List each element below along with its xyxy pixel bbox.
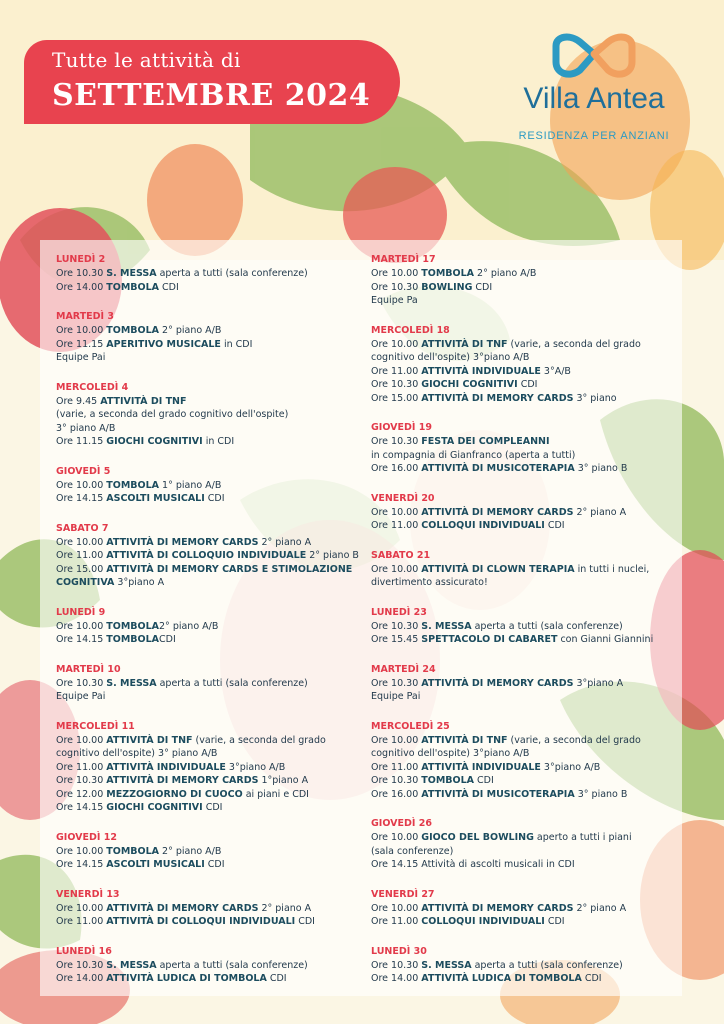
activity-text: Ore 10.00 xyxy=(371,734,422,746)
activity-line xyxy=(56,492,356,506)
activity-text: Ore 10.00 xyxy=(56,620,107,632)
activity-line xyxy=(56,915,356,929)
activity-name: FESTA DEI COMPLEANNI xyxy=(421,436,550,447)
activity-text: CDI xyxy=(517,379,538,390)
activity-line xyxy=(56,351,356,365)
activity-name: TOMBOLA xyxy=(106,281,159,293)
activity-line xyxy=(371,972,671,986)
activity-text: in CDI xyxy=(202,436,235,447)
activity-text: CDI xyxy=(581,973,602,984)
day-title: MARTEDÌ 24 xyxy=(371,663,436,675)
activity-line xyxy=(56,479,356,493)
activity-text: in compagnia di Gianfranco (aperta a tutti) xyxy=(371,449,576,461)
activity-text: Ore 10.00 xyxy=(371,338,422,350)
activity-name: ATTIVITÀ DI TNF xyxy=(100,395,187,407)
activity-line xyxy=(371,690,671,704)
activity-text: Ore 14.00 xyxy=(56,281,107,293)
activity-text: Ore 10.00 xyxy=(56,734,107,746)
activity-text: Ore 11.00 xyxy=(56,916,107,927)
day-title: VENERDÌ 20 xyxy=(371,492,435,504)
activity-text: aperta a tutti (sala conferenze) xyxy=(471,959,623,971)
activity-line xyxy=(371,294,671,308)
day-entry xyxy=(371,606,671,647)
activity-text: aperto a tutti i piani xyxy=(533,832,632,843)
activity-text: cognitivo dell'ospite) 3°piano A/B xyxy=(371,352,530,363)
activity-name: ATTIVITÀ DI TNF xyxy=(421,734,508,746)
villa-antea-logo xyxy=(496,32,692,150)
activity-text: Ore 10.30 xyxy=(371,677,422,689)
activity-text: Ore 12.00 xyxy=(56,788,107,800)
activity-text: Ore 14.00 xyxy=(371,973,422,984)
day-entry xyxy=(56,381,356,449)
activity-line xyxy=(371,788,671,802)
activity-text: Ore 14.15 xyxy=(56,802,107,813)
activity-name: ATTIVITÀ INDIVIDUALE xyxy=(421,365,541,377)
activity-name: ASCOLTI MUSICALI xyxy=(106,493,205,504)
activity-text: CDI xyxy=(544,520,565,531)
activity-name: S. MESSA xyxy=(106,268,157,279)
day-entry xyxy=(56,522,359,590)
activity-text: Ore 10.30 xyxy=(371,959,422,971)
day-entry xyxy=(371,720,671,802)
day-entry xyxy=(371,421,671,476)
activity-text: Ore 10.00 xyxy=(371,902,422,914)
activity-text: CDI xyxy=(204,493,225,504)
activity-text: CDI xyxy=(544,916,565,927)
activity-text: Ore 10.30 xyxy=(371,379,422,390)
activity-text: cognitivo dell'ospite) 3°piano A/B xyxy=(371,748,530,759)
activity-name: ATTIVITÀ DI MEMORY CARDS xyxy=(421,902,574,914)
activity-name: ATTIVITÀ DI MEMORY CARDS xyxy=(106,536,259,548)
activity-line xyxy=(371,351,671,365)
day-title: LUNEDÌ 23 xyxy=(371,606,427,618)
activity-text: Ore 15.00 xyxy=(371,392,422,404)
activity-text: 2° piano A/B xyxy=(159,620,219,632)
activity-text: Ore 10.00 xyxy=(56,325,107,336)
day-title: GIOVEDÌ 12 xyxy=(56,831,117,843)
logo-tagline: RESIDENZA PER ANZIANI xyxy=(518,130,670,142)
activity-line xyxy=(56,902,356,916)
schedule-column-left xyxy=(56,253,359,1002)
day-entry xyxy=(56,831,356,872)
activity-text: 2° piano A/B xyxy=(159,845,222,857)
activity-text: (varie, a seconda del grado xyxy=(507,734,641,746)
activity-text: 3° piano xyxy=(573,392,617,404)
day-title: MARTEDÌ 17 xyxy=(371,254,436,265)
day-entry xyxy=(56,888,356,929)
activity-text: 1° piano A/B xyxy=(159,479,222,491)
activity-line xyxy=(371,633,671,647)
activity-line xyxy=(56,788,356,802)
day-title: MERCOLEDÌ 25 xyxy=(371,720,450,732)
activity-name: ATTIVITÀ DI MUSICOTERAPIA xyxy=(421,463,575,474)
activity-text: Ore 10.30 xyxy=(371,281,422,293)
activity-name: TOMBOLA xyxy=(421,775,474,786)
activity-line xyxy=(56,267,356,281)
activity-line xyxy=(371,902,671,916)
activity-line xyxy=(56,845,356,859)
activity-name: S. MESSA xyxy=(421,959,472,971)
activity-text: aperta a tutti (sala conferenze) xyxy=(471,620,623,632)
activity-name: S. MESSA xyxy=(106,959,157,971)
day-entry xyxy=(371,945,671,986)
activity-text: Ore 14.15 xyxy=(56,634,107,645)
activity-line xyxy=(371,338,671,352)
activity-name: TOMBOLA xyxy=(106,479,159,491)
activity-name: ATTIVITÀ DI MEMORY CARDS xyxy=(421,392,574,404)
activity-text: Ore 14.15 Attività di ascolti musicali in CDI xyxy=(371,859,575,870)
activity-line xyxy=(56,972,356,986)
activity-name: ATTIVITÀ DI MEMORY CARDS E STIMOLAZIONE xyxy=(106,563,353,575)
activity-name: TOMBOLA xyxy=(106,845,159,857)
activity-line xyxy=(56,633,356,647)
activity-text: Ore 11.00 xyxy=(371,916,422,927)
activity-text: Ore 10.30 xyxy=(56,677,107,689)
activity-line xyxy=(371,761,671,775)
activity-text: 3° piano B xyxy=(574,463,628,474)
activity-text: 2° piano A xyxy=(258,902,312,914)
day-entry xyxy=(56,606,356,647)
activity-text: 3°piano A/B xyxy=(225,761,286,773)
activity-line xyxy=(56,761,356,775)
activity-line xyxy=(56,747,356,761)
activity-line xyxy=(371,449,671,463)
activity-name: ATTIVITÀ DI MUSICOTERAPIA xyxy=(421,788,575,800)
activity-line xyxy=(56,620,356,634)
day-entry xyxy=(371,549,671,590)
activity-line xyxy=(56,677,356,691)
activity-line xyxy=(56,549,359,563)
day-title: SABATO 21 xyxy=(371,549,431,561)
activity-line xyxy=(371,506,671,520)
activity-name: MEZZOGIORNO DI CUOCO xyxy=(106,788,243,800)
activity-text: Ore 15.00 xyxy=(56,563,107,575)
activity-text: Ore 10.00 xyxy=(371,563,422,575)
activity-name: TOMBOLA xyxy=(106,634,159,645)
activity-line xyxy=(371,734,671,748)
day-title: VENERDÌ 27 xyxy=(371,888,435,900)
activity-text: Ore 10.00 xyxy=(56,479,107,491)
header-title: SETTEMBRE 2024 xyxy=(52,78,371,113)
activity-text: Ore 16.00 xyxy=(371,463,422,474)
activity-text: Ore 10.00 xyxy=(56,845,107,857)
day-entry xyxy=(371,253,671,308)
activity-name: COGNITIVA xyxy=(56,577,115,588)
header-subtitle: Tutte le attività di xyxy=(52,48,241,72)
activity-line xyxy=(56,536,356,550)
activity-text: Ore 9.45 xyxy=(56,395,101,407)
activity-text: 2° piano B xyxy=(306,550,359,561)
activity-text: Ore 11.00 xyxy=(371,761,422,773)
activity-text: 1°piano A xyxy=(258,775,309,786)
activity-text: CDI xyxy=(159,634,176,645)
activity-line xyxy=(56,563,356,577)
activity-name: COLLOQUI INDIVIDUALI xyxy=(421,520,545,531)
activity-text: Ore 16.00 xyxy=(371,788,422,800)
activity-text: aperta a tutti (sala conferenze) xyxy=(156,677,308,689)
activity-text: Ore 11.00 xyxy=(56,550,107,561)
activity-name: ATTIVITÀ DI COLLOQUI INDIVIDUALI xyxy=(106,916,296,927)
day-title: LUNEDÌ 30 xyxy=(371,945,427,957)
activity-name: APERITIVO MUSICALE xyxy=(106,338,221,350)
activity-text: Ore 11.15 xyxy=(56,338,107,350)
activity-text: CDI xyxy=(474,775,494,786)
activity-line xyxy=(371,677,671,691)
activity-text: CDI xyxy=(266,973,287,984)
activity-name: S. MESSA xyxy=(421,620,472,632)
activity-line xyxy=(371,462,671,476)
activity-line xyxy=(371,620,671,634)
activity-text: Ore 10.30 xyxy=(371,620,422,632)
activity-line xyxy=(56,801,356,815)
day-title: LUNEDÌ 16 xyxy=(56,945,112,957)
activity-name: GIOCHI COGNITIVI xyxy=(106,436,203,447)
activity-line xyxy=(371,563,671,577)
activity-line xyxy=(56,690,356,704)
activity-text: (varie, a seconda del grado xyxy=(192,734,326,746)
day-entry xyxy=(56,945,356,986)
activity-line xyxy=(371,576,671,590)
activity-name: ASCOLTI MUSICALI xyxy=(106,859,205,870)
activity-text: Ore 10.30 xyxy=(371,775,422,786)
activity-line xyxy=(56,858,356,872)
activity-line xyxy=(371,858,671,872)
activity-text: 2° piano A xyxy=(258,536,312,548)
activity-text: aperta a tutti (sala conferenze) xyxy=(156,268,308,279)
activity-line xyxy=(56,324,356,338)
butterfly-heart-icon xyxy=(496,32,692,82)
activity-text: cognitivo dell'ospite) 3° piano A/B xyxy=(56,748,218,759)
activity-text: CDI xyxy=(159,281,179,293)
activity-text: Ore 10.00 xyxy=(56,536,107,548)
day-title: VENERDÌ 13 xyxy=(56,888,120,900)
activity-text: Ore 11.00 xyxy=(371,365,422,377)
activity-name: GIOCHI COGNITIVI xyxy=(421,379,518,390)
activity-line xyxy=(56,576,356,590)
activity-text: Ore 11.00 xyxy=(56,761,107,773)
activity-line xyxy=(56,408,356,422)
activity-name: ATTIVITÀ DI TNF xyxy=(421,338,508,350)
activity-line xyxy=(371,519,671,533)
activity-line xyxy=(371,915,671,929)
activity-text: Equipe Pai xyxy=(56,352,106,363)
activity-text: Ore 10.00 xyxy=(371,506,422,518)
activity-text: 3° piano B xyxy=(574,788,628,800)
day-title: MARTEDÌ 3 xyxy=(56,311,115,322)
activity-name: ATTIVITÀ DI CLOWN TERAPIA xyxy=(421,563,575,575)
activity-line xyxy=(56,281,356,295)
activity-name: GIOCHI COGNITIVI xyxy=(106,802,203,813)
day-title: GIOVEDÌ 19 xyxy=(371,422,432,433)
activity-line xyxy=(371,831,671,845)
activity-line xyxy=(56,774,356,788)
day-entry xyxy=(371,324,671,406)
day-entry xyxy=(56,720,356,815)
activity-text: Ore 10.00 xyxy=(371,832,422,843)
activity-line xyxy=(371,392,671,406)
activity-text: ai piani e CDI xyxy=(242,788,309,800)
activity-text: Ore 14.15 xyxy=(56,859,107,870)
activity-line xyxy=(371,435,671,449)
activity-text: 2° piano A/B xyxy=(474,268,537,279)
activity-name: TOMBOLA xyxy=(106,325,159,336)
activity-name: ATTIVITÀ DI COLLOQUIO INDIVIDUALE xyxy=(106,550,307,561)
day-title: MARTEDÌ 10 xyxy=(56,663,121,675)
activity-line xyxy=(371,959,671,973)
activity-line xyxy=(371,378,671,392)
activity-line xyxy=(56,435,356,449)
activity-text: (varie, a seconda del grado cognitivo dell'ospite) xyxy=(56,409,289,420)
activity-text: 3°A/B xyxy=(540,365,571,377)
logo-wordmark: Villa Antea xyxy=(523,82,665,115)
activity-line xyxy=(371,281,671,295)
activity-name: ATTIVITÀ LUDICA DI TOMBOLA xyxy=(106,973,267,984)
day-title: MERCOLEDÌ 4 xyxy=(56,381,129,393)
activity-text: CDI xyxy=(295,916,315,927)
activity-text: Ore 10.00 xyxy=(56,902,107,914)
activity-name: SPETTACOLO DI CABARET xyxy=(421,634,558,645)
activity-text: Ore 15.45 xyxy=(371,634,422,645)
activity-line xyxy=(371,267,671,281)
activity-text: Equipe Pa xyxy=(371,295,418,306)
activity-text: con Gianni Giannini xyxy=(557,634,654,645)
activity-line xyxy=(371,845,671,859)
day-entry xyxy=(56,253,356,294)
activity-name: S. MESSA xyxy=(106,677,157,689)
activity-line xyxy=(371,747,671,761)
day-title: GIOVEDÌ 26 xyxy=(371,818,432,829)
activity-text: Ore 11.15 xyxy=(56,436,107,447)
day-entry xyxy=(56,465,356,506)
day-title: LUNEDÌ 9 xyxy=(56,606,106,618)
activity-text: Equipe Pai xyxy=(56,691,106,702)
activity-text: 2° piano A/B xyxy=(159,325,222,336)
activity-name: COLLOQUI INDIVIDUALI xyxy=(421,916,545,927)
activity-line xyxy=(56,959,356,973)
schedule-column-right xyxy=(371,253,671,1002)
activity-name: ATTIVITÀ INDIVIDUALE xyxy=(106,761,226,773)
day-title: MERCOLEDÌ 11 xyxy=(56,720,135,732)
day-entry xyxy=(56,310,356,365)
day-title: SABATO 7 xyxy=(56,522,109,534)
activity-name: ATTIVITÀ DI MEMORY CARDS xyxy=(421,677,574,689)
activity-name: ATTIVITÀ INDIVIDUALE xyxy=(421,761,541,773)
activity-line xyxy=(371,365,671,379)
activity-name: ATTIVITÀ LUDICA DI TOMBOLA xyxy=(421,973,582,984)
activity-text: CDI xyxy=(472,281,493,293)
day-entry xyxy=(371,888,671,929)
activity-text: Ore 10.00 xyxy=(371,268,422,279)
activity-text: divertimento assicurato! xyxy=(371,577,488,588)
activity-text: in CDI xyxy=(220,338,253,350)
day-entry xyxy=(371,663,671,704)
activity-name: ATTIVITÀ DI MEMORY CARDS xyxy=(106,902,259,914)
day-title: MERCOLEDÌ 18 xyxy=(371,324,450,336)
activity-text: Ore 10.30 xyxy=(56,959,107,971)
activity-line xyxy=(56,338,356,352)
activity-name: GIOCO DEL BOWLING xyxy=(421,832,534,843)
activity-text: Ore 10.30 xyxy=(56,775,107,786)
activity-text: CDI xyxy=(204,859,225,870)
activity-name: ATTIVITÀ DI TNF xyxy=(106,734,193,746)
activity-name: BOWLING xyxy=(421,281,473,293)
day-title: GIOVEDÌ 5 xyxy=(56,465,111,477)
activity-text: Ore 14.00 xyxy=(56,973,107,984)
activity-text: aperta a tutti (sala conferenze) xyxy=(156,959,308,971)
day-entry xyxy=(371,817,671,872)
day-entry xyxy=(371,492,671,533)
activity-text: Ore 11.00 xyxy=(371,520,422,531)
activity-name: TOMBOLA xyxy=(106,620,159,632)
activity-text: (varie, a seconda del grado xyxy=(507,338,641,350)
activity-line xyxy=(371,774,671,788)
activity-line xyxy=(56,395,356,409)
activity-text: 3°piano A/B xyxy=(540,761,601,773)
activity-name: ATTIVITÀ DI MEMORY CARDS xyxy=(106,775,259,786)
activity-text: in tutti i nuclei, xyxy=(574,563,650,575)
activity-line xyxy=(56,734,356,748)
day-entry xyxy=(56,663,356,704)
activity-text: CDI xyxy=(202,802,223,813)
activity-text: Equipe Pai xyxy=(371,691,421,702)
activity-text: Ore 10.30 xyxy=(56,268,107,279)
activity-text: 2° piano A xyxy=(573,506,627,518)
activity-text: Ore 14.15 xyxy=(56,493,107,504)
day-title: LUNEDÌ 2 xyxy=(56,254,106,265)
activity-text: (sala conferenze) xyxy=(371,845,454,857)
activity-text: 3° piano A/B xyxy=(56,422,116,434)
activity-name: ATTIVITÀ DI MEMORY CARDS xyxy=(421,506,574,518)
activity-text: 3°piano A xyxy=(114,577,165,588)
activity-line xyxy=(56,422,356,436)
activity-text: 2° piano A xyxy=(573,902,627,914)
activity-text: 3°piano A xyxy=(573,677,624,689)
activity-text: Ore 10.30 xyxy=(371,436,422,447)
activity-name: TOMBOLA xyxy=(421,268,474,279)
